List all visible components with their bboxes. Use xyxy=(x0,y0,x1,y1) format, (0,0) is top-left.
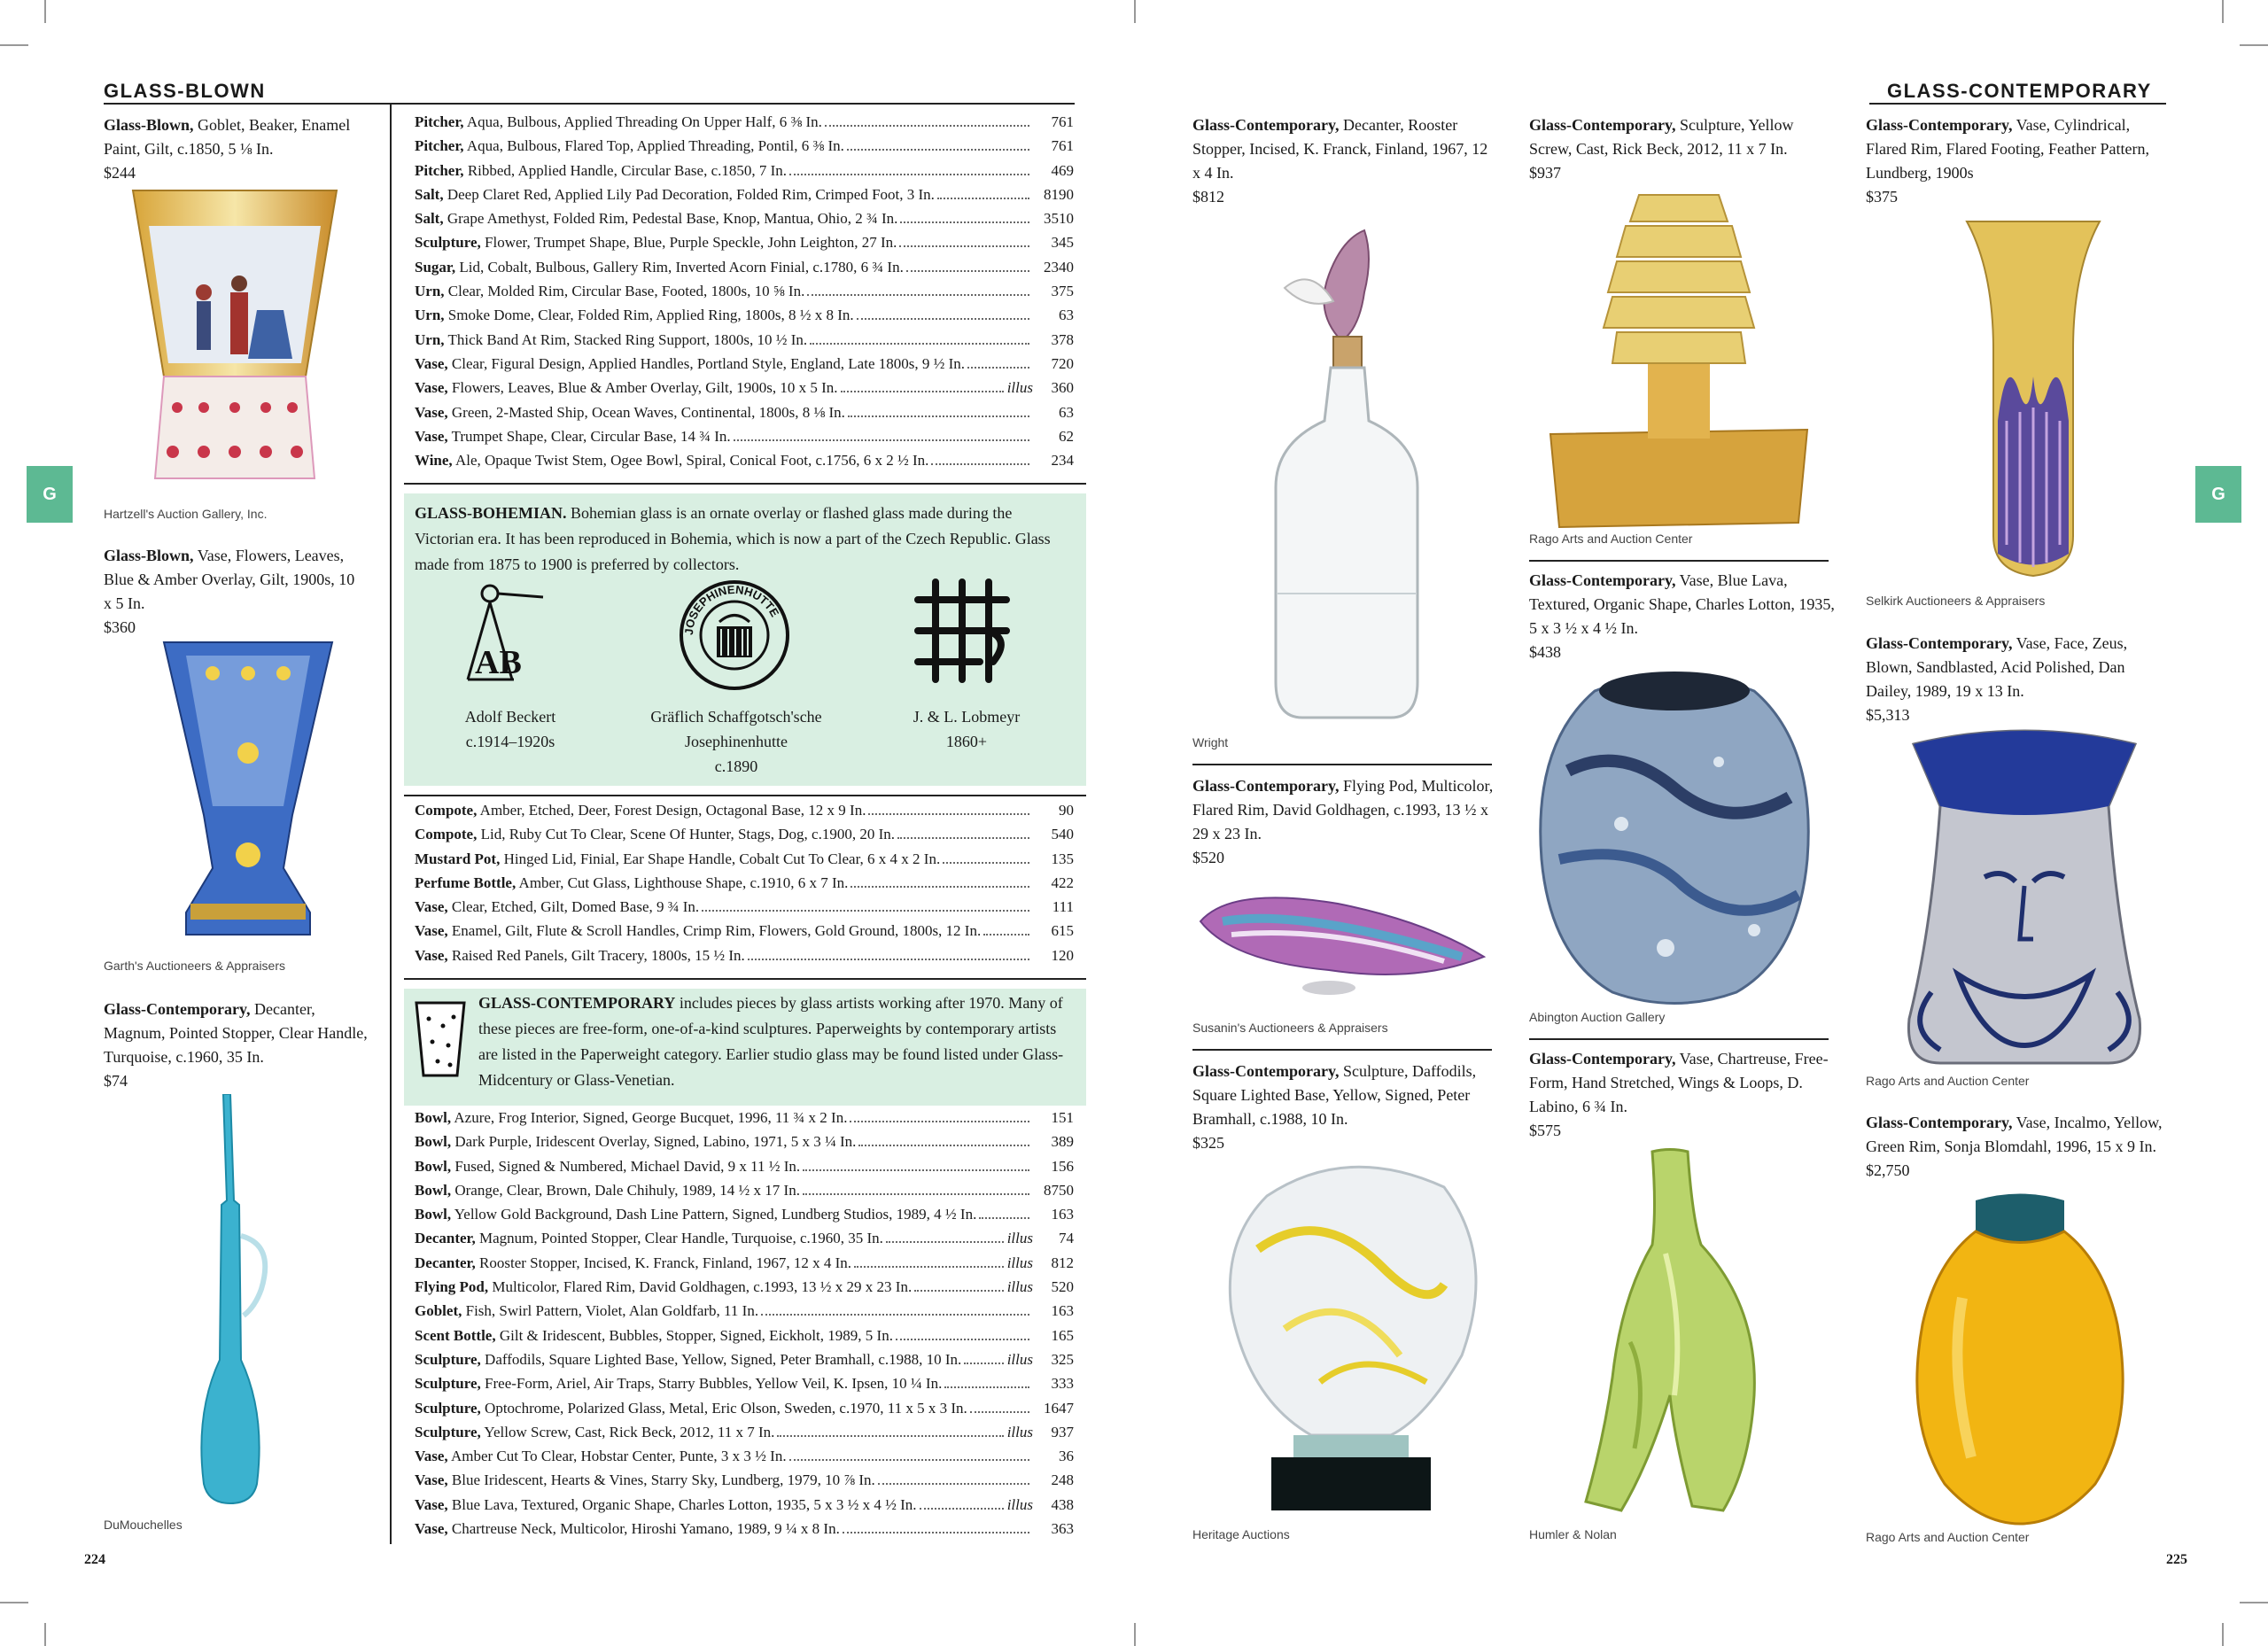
bohemian-text: Bohemian glass is an ornate overlay or flashed glass made during the Victorian era. It has been reproduced in Bohemia, which is now a part of the Czech Republic. Glass made from 1875 to 1900 is preferred by collectors. xyxy=(415,504,1051,573)
right-entry-1: Glass-Contemporary, Decanter, Rooster Stopper, Incised, K. Franck, Finland, 1967, 12 x 4 In. $812 xyxy=(1192,116,1488,206)
item-description: Perfume Bottle, Amber, Cut Glass, Lighthouse Shape, c.1910, 6 x 7 In. xyxy=(415,873,849,891)
dot-leader xyxy=(896,1339,1029,1340)
crop-mark xyxy=(2222,0,2224,23)
dot-leader xyxy=(970,1411,1029,1413)
left-entry-2: Glass-Blown, Vase, Flowers, Leaves, Blue & Amber Overlay, Gilt, 1900s, 10 x 5 In. $360 xyxy=(104,547,355,636)
seal-text: JOSEPHINENHUTTE xyxy=(681,582,782,636)
item-description: Sculpture, Optochrome, Polarized Glass, Metal, Eric Olson, Sweden, c.1970, 11 x 5 x 3 In. xyxy=(415,1399,967,1417)
page-number-right: 225 xyxy=(2166,1552,2187,1567)
dot-leader xyxy=(847,149,1029,151)
dot-leader xyxy=(899,245,1029,247)
illus-marker: illus xyxy=(1006,1278,1033,1296)
right-entry-8: Glass-Contemporary, Vase, Face, Zeus, Blown, Sandblasted, Acid Polished, Dan Dailey, 1989, 19 x 13 In. $5,313 xyxy=(1866,634,2128,724)
item-description: Vase, Enamel, Gilt, Flute & Scroll Handles, Crimp Rim, Flowers, Gold Ground, 1800s, 12 In. xyxy=(415,922,982,940)
crop-mark xyxy=(44,1623,46,1646)
item-description: Sculpture, Flower, Trumpet Shape, Blue, Purple Speckle, John Leighton, 27 In. xyxy=(415,234,897,252)
price-list-row xyxy=(415,355,1074,379)
photo-credit: Humler & Nolan xyxy=(1529,1527,1617,1541)
price-list-row xyxy=(415,1351,1074,1375)
entry-rule xyxy=(1529,560,1829,562)
contemporary-title: GLASS-CONTEMPORARY xyxy=(478,994,676,1012)
price-list-mid xyxy=(415,802,1074,971)
dot-leader xyxy=(702,910,1029,912)
illus-marker: illus xyxy=(1006,1495,1033,1513)
dot-leader xyxy=(983,934,1029,936)
price-list-row xyxy=(415,1471,1074,1495)
flying-pod-image xyxy=(1196,877,1488,1010)
item-description: Decanter, Magnum, Pointed Stopper, Clear Handle, Turquoise, c.1960, 35 In. xyxy=(415,1230,883,1247)
dot-leader xyxy=(848,415,1029,417)
price-list-row xyxy=(415,137,1074,161)
item-description: Flying Pod, Multicolor, Flared Rim, David Goldhagen, c.1993, 13 ½ x 29 x 23 In. xyxy=(415,1278,913,1296)
item-description: Vase, Raised Red Panels, Gilt Tracery, 1800s, 15 ½ In. xyxy=(415,946,745,964)
photo-credit: Garth's Auctioneers & Appraisers xyxy=(104,959,285,973)
price-list-row xyxy=(415,331,1074,355)
price-list-row xyxy=(415,186,1074,210)
item-description: Mustard Pot, Hinged Lid, Finial, Ear Shape Handle, Cobalt Cut To Clear, 6 x 4 x 2 In. xyxy=(415,850,941,867)
item-description: Compote, Amber, Etched, Deer, Forest Design, Octagonal Base, 12 x 9 In. xyxy=(415,802,866,819)
blue-vase-image xyxy=(159,638,337,948)
price-list-row xyxy=(415,1133,1074,1157)
mark-caption-josephinenhutte: Gräflich Schaffgotsch'sche Josephinenhutte c.1890 xyxy=(650,708,822,775)
price-list-row xyxy=(415,428,1074,452)
feather-vase-image xyxy=(1962,217,2104,580)
item-price: 135 xyxy=(1051,850,1074,867)
list-rule xyxy=(404,483,1086,485)
entry-rule xyxy=(1192,764,1492,765)
item-description: Compote, Lid, Ruby Cut To Clear, Scene Of Hunter, Stags, Dog, c.1900, 20 In. xyxy=(415,826,896,843)
item-description: Scent Bottle, Gilt & Iridescent, Bubbles, Stopper, Signed, Eickholt, 1989, 5 In. xyxy=(415,1326,893,1344)
price-list-row xyxy=(415,802,1074,826)
dot-leader xyxy=(967,367,1029,369)
dot-leader xyxy=(825,125,1029,127)
item-price: 3510 xyxy=(1044,210,1074,228)
item-price: 812 xyxy=(1051,1254,1074,1271)
item-description: Urn, Thick Band At Rim, Stacked Ring Support, 1800s, 10 ½ In. xyxy=(415,330,808,348)
beckert-mark-icon xyxy=(459,578,548,684)
dot-leader xyxy=(810,343,1029,345)
illus-marker: illus xyxy=(1006,379,1033,397)
item-price: 63 xyxy=(1059,307,1074,324)
price-list-row xyxy=(415,850,1074,874)
item-description: Bowl, Yellow Gold Background, Dash Line Pattern, Signed, Lundberg Studios, 1989, 4 ½ In. xyxy=(415,1206,977,1223)
item-description: Decanter, Rooster Stopper, Incised, K. Franck, Finland, 1967, 12 x 4 In. xyxy=(415,1254,852,1271)
daffodil-sculpture-image xyxy=(1214,1152,1488,1524)
price-list-row xyxy=(415,1424,1074,1448)
item-price: 111 xyxy=(1052,898,1074,916)
illus-marker: illus xyxy=(1006,1350,1033,1368)
item-price: 165 xyxy=(1051,1326,1074,1344)
bohemian-title: GLASS-BOHEMIAN. xyxy=(415,504,567,522)
dot-leader xyxy=(841,391,1004,392)
photo-credit: Heritage Auctions xyxy=(1192,1527,1290,1541)
item-price: 761 xyxy=(1051,113,1074,130)
item-description: Goblet, Fish, Swirl Pattern, Violet, Alan Goldfarb, 11 In. xyxy=(415,1302,759,1320)
item-price: 720 xyxy=(1051,354,1074,372)
crop-mark xyxy=(2240,1602,2268,1603)
item-description: Pitcher, Ribbed, Applied Handle, Circular Base, c.1850, 7 In. xyxy=(415,161,788,179)
dot-leader xyxy=(878,1483,1029,1485)
contemporary-text: includes pieces by glass artists working after 1970. Many of these pieces are free-form, one-of-a-kind sculptures. Paperweights by contemporary artists are listed in the Paperweight category. Earlier studio glass may be found listed under Glass-Midcentury or Glass-Venetian. xyxy=(478,994,1064,1089)
right-entry-4: Glass-Contemporary, Sculpture, Yellow Screw, Cast, Rick Beck, 2012, 11 x 7 In. $937 xyxy=(1529,116,1794,182)
dot-leader xyxy=(843,1532,1029,1533)
price-list-top xyxy=(415,113,1074,476)
item-price: 378 xyxy=(1051,330,1074,348)
price-list-row xyxy=(415,1400,1074,1424)
chartreuse-vase-image xyxy=(1568,1147,1772,1519)
page-number-left: 224 xyxy=(84,1552,105,1567)
item-description: Bowl, Dark Purple, Iridescent Overlay, Signed, Labino, 1971, 5 x 3 ¼ In. xyxy=(415,1133,857,1151)
dot-leader xyxy=(803,1169,1029,1171)
price-list-row xyxy=(415,307,1074,330)
dot-leader xyxy=(886,1241,1004,1243)
dot-leader xyxy=(920,1508,1004,1510)
item-description: Vase, Flowers, Leaves, Blue & Amber Overlay, Gilt, 1900s, 10 x 5 In. xyxy=(415,379,838,397)
item-description: Vase, Trumpet Shape, Clear, Circular Base, 14 ¾ In. xyxy=(415,427,731,445)
item-price: 333 xyxy=(1051,1375,1074,1393)
list-rule xyxy=(404,795,1086,796)
column-rule xyxy=(390,105,392,1544)
goblet-image xyxy=(124,186,346,501)
price-list-row xyxy=(415,1496,1074,1520)
item-price: 325 xyxy=(1051,1350,1074,1368)
price-list-row xyxy=(415,404,1074,428)
item-description: Bowl, Azure, Frog Interior, Signed, George Bucquet, 1996, 11 ¾ x 2 In. xyxy=(415,1109,848,1126)
dot-leader xyxy=(906,270,1029,272)
crop-mark xyxy=(44,0,46,23)
crop-mark xyxy=(0,1602,28,1603)
item-price: 151 xyxy=(1051,1109,1074,1126)
item-description: Pitcher, Aqua, Bulbous, Flared Top, Applied Threading, Pontil, 6 ⅜ In. xyxy=(415,137,844,155)
list-rule xyxy=(404,978,1086,980)
item-price: 62 xyxy=(1059,427,1074,445)
item-price: 8190 xyxy=(1044,185,1074,203)
item-price: 248 xyxy=(1051,1471,1074,1489)
crop-mark xyxy=(2222,1623,2224,1646)
price-list-row xyxy=(415,283,1074,307)
dot-leader xyxy=(937,198,1029,199)
dot-leader xyxy=(979,1217,1029,1219)
dot-leader xyxy=(868,813,1029,815)
item-price: 540 xyxy=(1051,826,1074,843)
item-description: Sculpture, Daffodils, Square Lighted Base, Yellow, Signed, Peter Bramhall, c.1988, 10 In. xyxy=(415,1350,962,1368)
price-list-row xyxy=(415,379,1074,403)
photo-credit: Rago Arts and Auction Center xyxy=(1866,1530,2030,1544)
left-entry-1: Glass-Blown, Goblet, Beaker, Enamel Paint, Gilt, c.1850, 5 ⅛ In. $244 xyxy=(104,116,351,182)
item-price: 156 xyxy=(1051,1157,1074,1175)
item-description: Vase, Amber Cut To Clear, Hobstar Center, Punte, 3 x 3 ½ In. xyxy=(415,1448,787,1465)
price-list-row xyxy=(415,234,1074,258)
price-list-row xyxy=(415,874,1074,898)
item-price: 360 xyxy=(1051,379,1074,397)
price-list-row xyxy=(415,1448,1074,1471)
right-entry-9: Glass-Contemporary, Vase, Incalmo, Yellow, Green Rim, Sonja Blomdahl, 1996, 15 x 9 In. $2,750 xyxy=(1866,1114,2163,1179)
dot-leader xyxy=(748,959,1029,960)
mark-caption-beckert: Adolf Beckert c.1914–1920s xyxy=(464,708,556,750)
dot-leader xyxy=(931,463,1029,465)
photo-credit: Rago Arts and Auction Center xyxy=(1866,1074,2030,1088)
crop-mark xyxy=(2240,44,2268,46)
item-description: Vase, Clear, Figural Design, Applied Handles, Portland Style, England, Late 1800s, 9 ½ In. xyxy=(415,354,966,372)
item-price: 520 xyxy=(1051,1278,1074,1296)
price-list-row xyxy=(415,210,1074,234)
item-description: Vase, Clear, Etched, Gilt, Domed Base, 9 ¾ In. xyxy=(415,898,700,916)
photo-credit: DuMouchelles xyxy=(104,1518,183,1532)
decanter-image xyxy=(177,1094,284,1510)
left-entry-3: Glass-Contemporary, Decanter, Magnum, Pointed Stopper, Clear Handle, Turquoise, c.1960, 35 In. $74 xyxy=(104,1000,368,1090)
dot-leader xyxy=(858,1145,1029,1146)
crop-mark xyxy=(1134,0,1136,23)
item-description: Bowl, Orange, Clear, Brown, Dale Chihuly, 1989, 14 ½ x 17 In. xyxy=(415,1181,800,1199)
photo-credit: Selkirk Auctioneers & Appraisers xyxy=(1866,594,2046,608)
glass-beaker-icon xyxy=(413,999,468,1079)
left-running-header: GLASS-BLOWN xyxy=(104,80,266,102)
item-description: Sugar, Lid, Cobalt, Bulbous, Gallery Rim, Inverted Acorn Finial, c.1780, 6 ¾ In. xyxy=(415,258,904,276)
item-price: 120 xyxy=(1051,946,1074,964)
yellow-screw-image xyxy=(1542,186,1816,532)
illus-marker: illus xyxy=(1006,1423,1033,1440)
dot-leader xyxy=(789,174,1029,175)
price-list-row xyxy=(415,1158,1074,1182)
zeus-vase-image xyxy=(1905,726,2144,1068)
dot-leader xyxy=(897,837,1029,839)
item-price: 163 xyxy=(1051,1302,1074,1320)
entry-rule xyxy=(1192,1049,1492,1051)
right-entry-5: Glass-Contemporary, Vase, Blue Lava, Textured, Organic Shape, Charles Lotton, 1935, 5 x 3 ½ x 4 ½ In. $438 xyxy=(1529,571,1835,661)
item-price: 363 xyxy=(1051,1520,1074,1538)
item-price: 422 xyxy=(1051,873,1074,891)
right-running-header: GLASS-CONTEMPORARY xyxy=(1887,80,2152,102)
dot-leader xyxy=(807,294,1029,296)
price-list-row xyxy=(415,1302,1074,1326)
dot-leader xyxy=(900,221,1029,223)
item-price: 234 xyxy=(1051,452,1074,470)
dot-leader xyxy=(944,1386,1029,1388)
dot-leader xyxy=(789,1459,1029,1461)
price-list-row xyxy=(415,1520,1074,1544)
dot-leader xyxy=(943,862,1029,864)
item-description: Bowl, Fused, Signed & Numbered, Michael David, 9 x 11 ½ In. xyxy=(415,1157,801,1175)
price-list-row xyxy=(415,452,1074,476)
contemporary-info-box xyxy=(404,989,1086,1106)
right-entry-6: Glass-Contemporary, Vase, Chartreuse, Free-Form, Hand Stretched, Wings & Loops, D. Labino, 6 ¾ In. $575 xyxy=(1529,1050,1829,1139)
blue-lava-vase-image xyxy=(1533,664,1816,1010)
right-entry-2: Glass-Contemporary, Flying Pod, Multicolor, Flared Rim, David Goldhagen, c.1993, 13 ½ x 29 x 23 In. $520 xyxy=(1192,777,1494,866)
photo-credit: Rago Arts and Auction Center xyxy=(1529,532,1693,546)
right-entry-7: Glass-Contemporary, Vase, Cylindrical, Flared Rim, Flared Footing, Feather Pattern, Lundberg, 1900s $375 xyxy=(1866,116,2149,206)
item-price: 74 xyxy=(1059,1230,1074,1247)
price-list-row xyxy=(415,259,1074,283)
item-description: Vase, Blue Iridescent, Hearts & Vines, Starry Sky, Lundberg, 1979, 10 ⅞ In. xyxy=(415,1471,875,1489)
item-price: 375 xyxy=(1051,283,1074,300)
rooster-decanter-image xyxy=(1231,221,1453,726)
price-list-row xyxy=(415,1327,1074,1351)
item-description: Vase, Chartreuse Neck, Multicolor, Hiroshi Yamano, 1989, 9 ¼ x 8 In. xyxy=(415,1520,840,1538)
item-price: 389 xyxy=(1051,1133,1074,1151)
item-price: 8750 xyxy=(1044,1181,1074,1199)
dot-leader xyxy=(964,1363,1003,1364)
item-description: Pitcher, Aqua, Bulbous, Applied Threading On Upper Half, 6 ⅜ In. xyxy=(415,113,822,130)
josephinenhutte-seal-icon xyxy=(677,578,792,693)
price-list-row xyxy=(415,1182,1074,1206)
price-list-row xyxy=(415,947,1074,971)
crop-mark xyxy=(1134,1623,1136,1646)
photo-credit: Abington Auction Gallery xyxy=(1529,1010,1666,1024)
item-description: Vase, Green, 2-Masted Ship, Ocean Waves, Continental, 1800s, 8 ⅛ In. xyxy=(415,403,845,421)
photo-credit: Wright xyxy=(1192,735,1229,749)
photo-credit: Hartzell's Auction Gallery, Inc. xyxy=(104,507,268,521)
dot-leader xyxy=(854,1266,1004,1268)
price-list-row xyxy=(415,162,1074,186)
dot-leader xyxy=(850,886,1029,888)
item-price: 469 xyxy=(1051,161,1074,179)
item-description: Urn, Clear, Molded Rim, Circular Base, Footed, 1800s, 10 ⅝ In. xyxy=(415,283,805,300)
price-list-row xyxy=(415,826,1074,850)
price-list-row xyxy=(415,1375,1074,1399)
mark-caption-lobmeyr: J. & L. Lobmeyr 1860+ xyxy=(913,708,1021,750)
price-list-row xyxy=(415,1206,1074,1230)
header-rule xyxy=(104,103,1075,105)
dot-leader xyxy=(850,1121,1029,1122)
section-tab-left: G xyxy=(27,466,73,523)
illus-marker: illus xyxy=(1006,1254,1033,1271)
item-price: 345 xyxy=(1051,234,1074,252)
price-list-row xyxy=(415,922,1074,946)
price-list-row xyxy=(415,1278,1074,1302)
item-price: 163 xyxy=(1051,1206,1074,1223)
illus-marker: illus xyxy=(1006,1230,1033,1247)
price-list-row xyxy=(415,898,1074,922)
incalmo-vase-image xyxy=(1900,1192,2140,1528)
right-entry-3: Glass-Contemporary, Sculpture, Daffodils, Square Lighted Base, Yellow, Signed, Peter Bramhall, c.1988, 10 In. $325 xyxy=(1192,1062,1477,1152)
entry-rule xyxy=(1529,1038,1829,1040)
item-description: Sculpture, Free-Form, Ariel, Air Traps, Starry Bubbles, Yellow Veil, K. Ipsen, 10 ¼ In. xyxy=(415,1375,943,1393)
crop-mark xyxy=(0,44,28,46)
bohemian-info-box xyxy=(404,493,1086,786)
lobmeyr-mark-icon xyxy=(909,578,1015,684)
item-price: 90 xyxy=(1059,802,1074,819)
price-list-bottom xyxy=(415,1109,1074,1544)
section-tab-right: G xyxy=(2195,466,2241,523)
item-description: Vase, Blue Lava, Textured, Organic Shape, Charles Lotton, 1935, 5 x 3 ½ x 4 ½ In. xyxy=(415,1495,917,1513)
price-list-row xyxy=(415,113,1074,137)
photo-credit: Susanin's Auctioneers & Appraisers xyxy=(1192,1021,1388,1035)
item-price: 36 xyxy=(1059,1448,1074,1465)
item-price: 2340 xyxy=(1044,258,1074,276)
dot-leader xyxy=(803,1193,1029,1195)
item-price: 937 xyxy=(1051,1423,1074,1440)
header-rule xyxy=(1869,103,2166,105)
price-list-row xyxy=(415,1254,1074,1278)
item-description: Wine, Ale, Opaque Twist Stem, Ogee Bowl, Spiral, Conical Foot, c.1756, 6 x 2 ½ In. xyxy=(415,452,929,470)
dot-leader xyxy=(914,1290,1003,1292)
price-list-row xyxy=(415,1109,1074,1133)
item-price: 761 xyxy=(1051,137,1074,155)
dot-leader xyxy=(761,1314,1029,1316)
item-description: Salt, Deep Claret Red, Applied Lily Pad Decoration, Folded Rim, Crimped Foot, 3 In. xyxy=(415,185,935,203)
price-list-row xyxy=(415,1230,1074,1254)
item-price: 1647 xyxy=(1044,1399,1074,1417)
dot-leader xyxy=(857,318,1029,320)
item-description: Urn, Smoke Dome, Clear, Folded Rim, Applied Ring, 1800s, 8 ½ x 8 In. xyxy=(415,307,854,324)
item-price: 615 xyxy=(1051,922,1074,940)
beckert-monogram: AB xyxy=(475,644,522,681)
item-description: Salt, Grape Amethyst, Folded Rim, Pedestal Base, Knop, Mantua, Ohio, 2 ¾ In. xyxy=(415,210,898,228)
dot-leader xyxy=(777,1435,1003,1437)
item-price: 63 xyxy=(1059,403,1074,421)
item-description: Sculpture, Yellow Screw, Cast, Rick Beck, 2012, 11 x 7 In. xyxy=(415,1423,775,1440)
dot-leader xyxy=(734,439,1029,441)
item-price: 438 xyxy=(1051,1495,1074,1513)
